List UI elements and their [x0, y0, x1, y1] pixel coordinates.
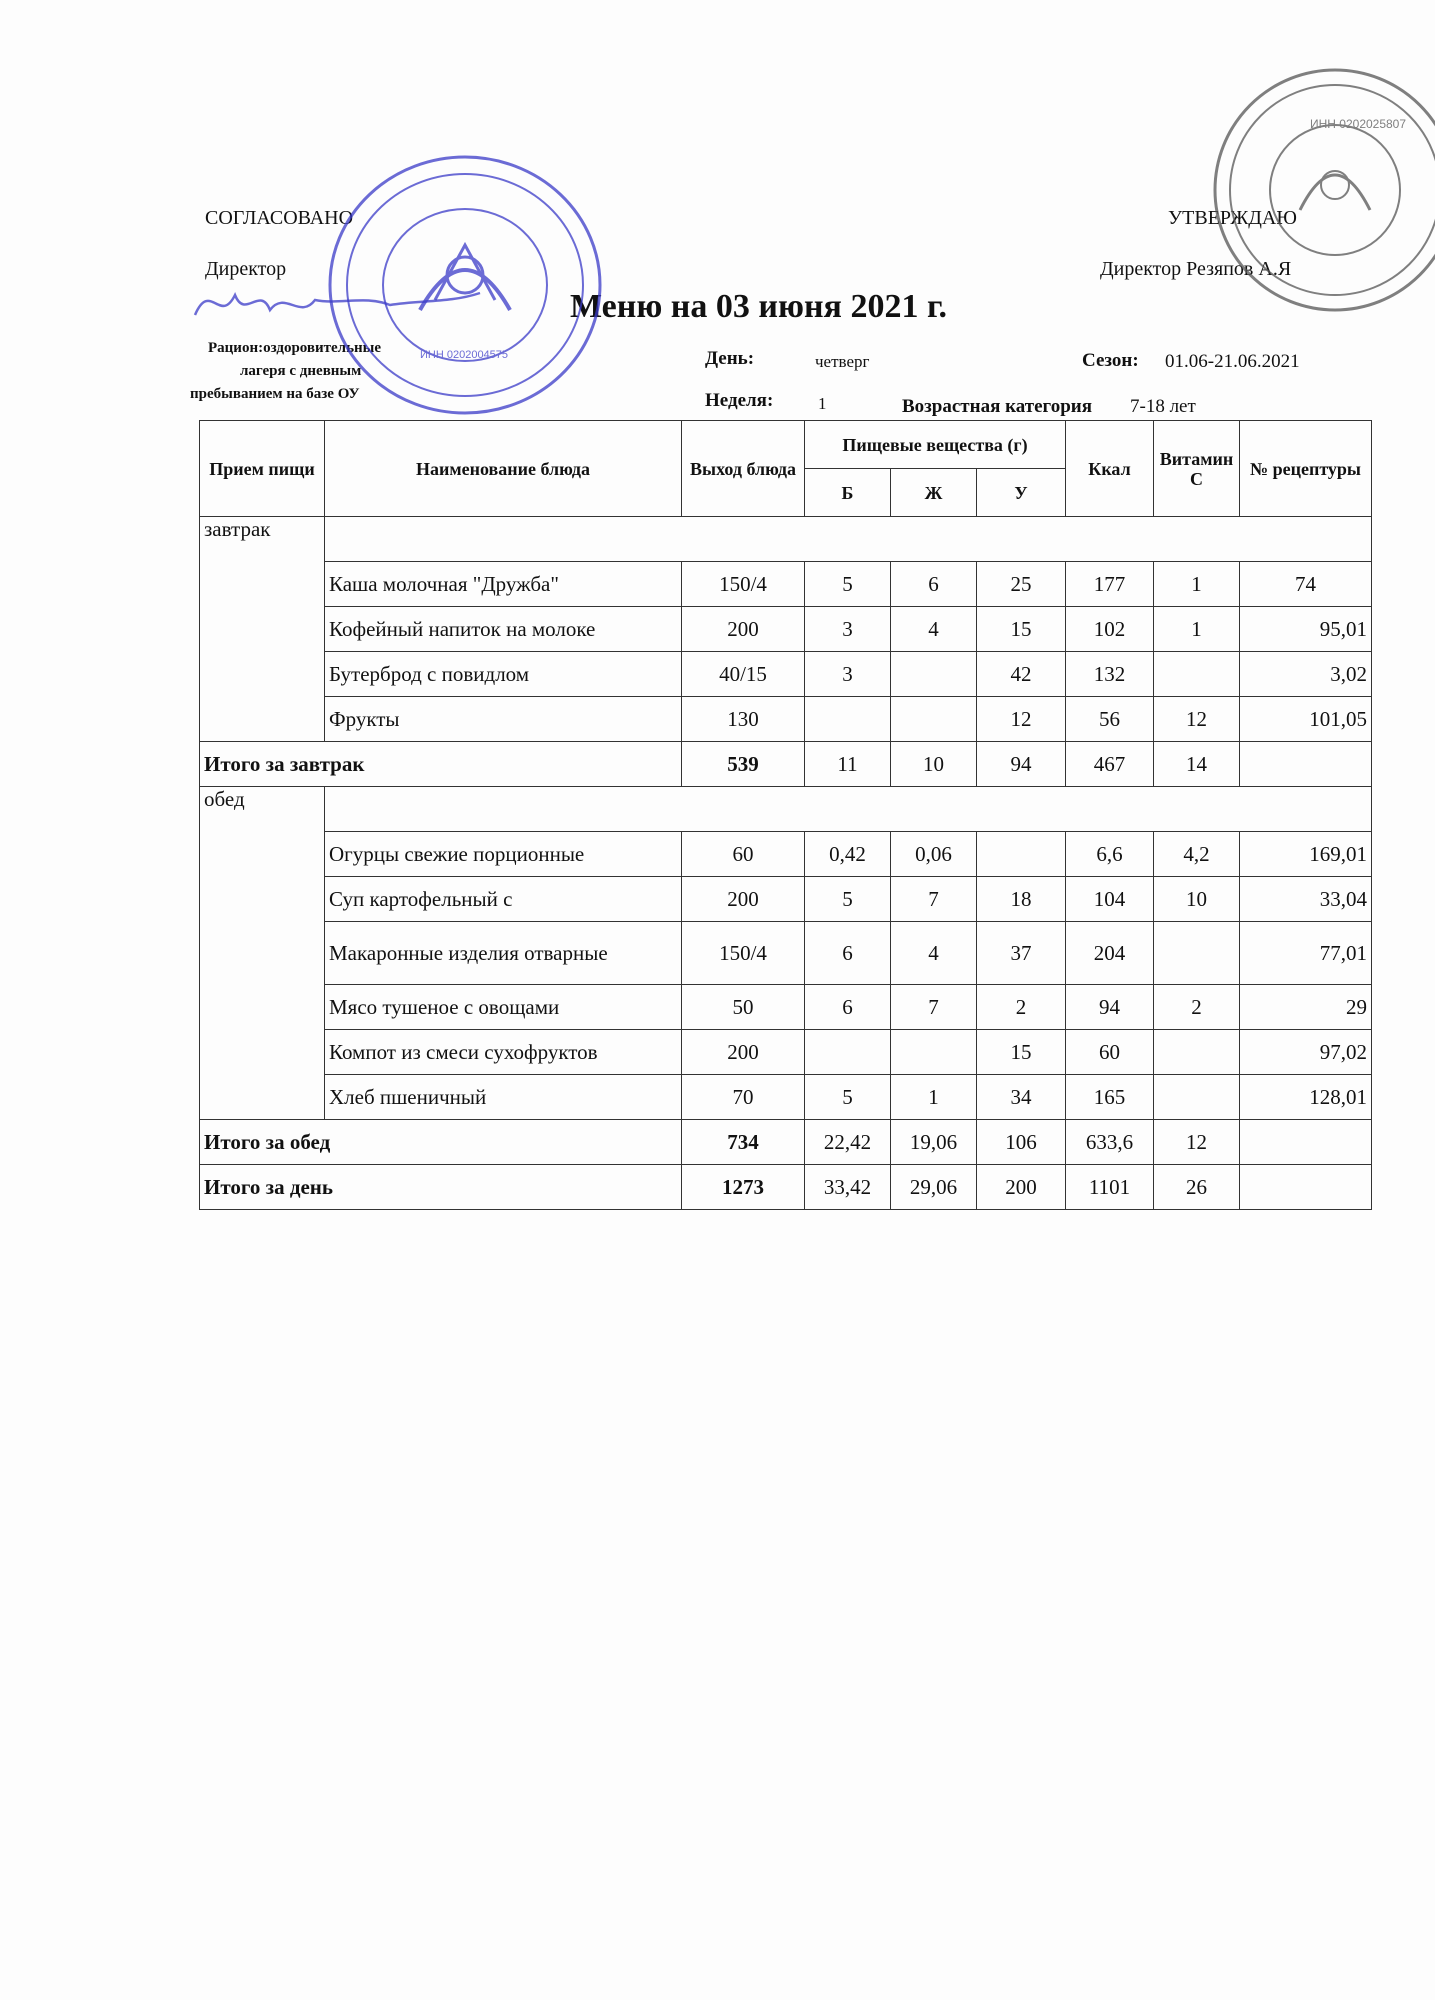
dish-kcal: 56 — [1066, 697, 1154, 742]
total-protein: 33,42 — [805, 1165, 891, 1210]
ration-line-3: пребыванием на базе ОУ — [190, 386, 360, 402]
dish-vitamin-c: 12 — [1154, 697, 1240, 742]
total-carbs: 94 — [977, 742, 1066, 787]
dish-vitamin-c — [1154, 922, 1240, 985]
dish-yield: 40/15 — [682, 652, 805, 697]
table-row — [200, 922, 1372, 985]
dish-yield: 130 — [682, 697, 805, 742]
total-vitamin-c: 14 — [1154, 742, 1240, 787]
dish-carbs: 25 — [977, 562, 1066, 607]
dish-carbs: 34 — [977, 1075, 1066, 1120]
dish-fat: 6 — [891, 562, 977, 607]
dish-protein: 6 — [805, 922, 891, 985]
dish-yield: 200 — [682, 1030, 805, 1075]
dish-name: Макаронные изделия отварные — [325, 922, 682, 985]
dish-name: Кофейный напиток на молоке — [325, 607, 682, 652]
table-row — [200, 877, 1372, 922]
dish-yield: 200 — [682, 877, 805, 922]
day-value: четверг — [815, 352, 870, 371]
header-nutrients: Пищевые вещества (г) — [805, 421, 1066, 469]
season-label: Сезон: — [1082, 350, 1139, 371]
dish-fat: 7 — [891, 985, 977, 1030]
total-label: Итого за завтрак — [200, 742, 682, 787]
dish-name: Каша молочная "Дружба" — [325, 562, 682, 607]
header-kcal: Ккал — [1066, 421, 1154, 517]
dish-protein: 5 — [805, 562, 891, 607]
dish-protein: 3 — [805, 652, 891, 697]
header-yield: Выход блюда — [682, 421, 805, 517]
dish-fat — [891, 697, 977, 742]
total-yield: 734 — [682, 1120, 805, 1165]
ration-label-text: Рацион: — [208, 340, 264, 356]
dish-fat — [891, 1030, 977, 1075]
dish-protein: 0,42 — [805, 832, 891, 877]
total-carbs: 106 — [977, 1120, 1066, 1165]
table-row — [200, 1075, 1372, 1120]
day-total-row — [200, 1165, 1372, 1210]
left-director-label: Директор — [205, 258, 287, 280]
table-row — [200, 985, 1372, 1030]
meal-breakfast: завтрак — [200, 517, 325, 742]
dish-recipe: 101,05 — [1240, 697, 1372, 742]
dish-vitamin-c — [1154, 652, 1240, 697]
season-value: 01.06-21.06.2021 — [1165, 351, 1300, 372]
menu-table — [199, 420, 1372, 1210]
dish-protein: 5 — [805, 1075, 891, 1120]
total-yield: 1273 — [682, 1165, 805, 1210]
dish-carbs: 18 — [977, 877, 1066, 922]
total-vitamin-c: 12 — [1154, 1120, 1240, 1165]
page-title: Меню на 03 июня 2021 г. — [570, 288, 948, 325]
dish-kcal: 132 — [1066, 652, 1154, 697]
dish-carbs: 37 — [977, 922, 1066, 985]
header-vitamin-c: Витамин С — [1154, 421, 1240, 517]
dish-name: Огурцы свежие порционные — [325, 832, 682, 877]
total-vitamin-c: 26 — [1154, 1165, 1240, 1210]
dish-recipe: 74 — [1240, 562, 1372, 607]
ration-line-2: лагеря с дневным — [240, 363, 362, 379]
dish-kcal: 94 — [1066, 985, 1154, 1030]
dish-carbs — [977, 832, 1066, 877]
table-row — [200, 607, 1372, 652]
table-row — [200, 1030, 1372, 1075]
table-row — [200, 832, 1372, 877]
week-label: Неделя: — [705, 390, 774, 411]
total-recipe — [1240, 1165, 1372, 1210]
right-director-label: Директор Резяпов А.Я — [1100, 258, 1292, 280]
dish-protein: 5 — [805, 877, 891, 922]
dish-recipe: 29 — [1240, 985, 1372, 1030]
dish-vitamin-c: 1 — [1154, 607, 1240, 652]
age-value: 7-18 лет — [1130, 396, 1196, 417]
dish-fat: 0,06 — [891, 832, 977, 877]
header-recipe: № рецептуры — [1240, 421, 1372, 517]
total-fat: 29,06 — [891, 1165, 977, 1210]
dish-kcal: 60 — [1066, 1030, 1154, 1075]
total-kcal: 467 — [1066, 742, 1154, 787]
table-row — [200, 562, 1372, 607]
dish-recipe: 33,04 — [1240, 877, 1372, 922]
dish-protein: 3 — [805, 607, 891, 652]
dish-kcal: 177 — [1066, 562, 1154, 607]
right-seal-inn: ИНН 0202025807 — [1310, 117, 1407, 131]
meal-lunch: обед — [200, 787, 325, 1120]
header-dish: Наименование блюда — [325, 421, 682, 517]
dish-vitamin-c: 4,2 — [1154, 832, 1240, 877]
dish-recipe: 3,02 — [1240, 652, 1372, 697]
dish-recipe: 128,01 — [1240, 1075, 1372, 1120]
total-fat: 19,06 — [891, 1120, 977, 1165]
dish-protein: 6 — [805, 985, 891, 1030]
total-kcal: 1101 — [1066, 1165, 1154, 1210]
dish-recipe: 97,02 — [1240, 1030, 1372, 1075]
total-yield: 539 — [682, 742, 805, 787]
dish-vitamin-c — [1154, 1030, 1240, 1075]
dish-vitamin-c: 1 — [1154, 562, 1240, 607]
left-seal-inn: ИНН 0202004575 — [420, 349, 509, 361]
breakfast-spacer — [325, 517, 1372, 562]
lunch-spacer — [325, 787, 1372, 832]
dish-fat: 4 — [891, 922, 977, 985]
total-kcal: 633,6 — [1066, 1120, 1154, 1165]
dish-recipe: 169,01 — [1240, 832, 1372, 877]
dish-vitamin-c — [1154, 1075, 1240, 1120]
breakfast-total-row — [200, 742, 1372, 787]
dish-name: Суп картофельный с — [325, 877, 682, 922]
total-protein: 11 — [805, 742, 891, 787]
dish-fat: 1 — [891, 1075, 977, 1120]
dish-carbs: 12 — [977, 697, 1066, 742]
dish-fat — [891, 652, 977, 697]
day-label: День: — [705, 348, 755, 369]
week-value: 1 — [818, 394, 827, 413]
dish-protein — [805, 697, 891, 742]
header-carbs: У — [977, 469, 1066, 517]
dish-kcal: 165 — [1066, 1075, 1154, 1120]
dish-yield: 60 — [682, 832, 805, 877]
dish-yield: 200 — [682, 607, 805, 652]
total-fat: 10 — [891, 742, 977, 787]
dish-name: Хлеб пшеничный — [325, 1075, 682, 1120]
dish-vitamin-c: 10 — [1154, 877, 1240, 922]
dish-protein — [805, 1030, 891, 1075]
dish-fat: 7 — [891, 877, 977, 922]
agreed-label: СОГЛАСОВАНО — [205, 207, 354, 229]
age-label: Возрастная категория — [902, 396, 1092, 417]
total-carbs: 200 — [977, 1165, 1066, 1210]
total-recipe — [1240, 1120, 1372, 1165]
right-seal-icon — [1210, 60, 1435, 320]
dish-name: Бутерброд с повидлом — [325, 652, 682, 697]
signature-icon — [190, 275, 490, 335]
total-label: Итого за день — [200, 1165, 682, 1210]
dish-fat: 4 — [891, 607, 977, 652]
dish-yield: 50 — [682, 985, 805, 1030]
dish-kcal: 102 — [1066, 607, 1154, 652]
lunch-total-row — [200, 1120, 1372, 1165]
dish-recipe: 95,01 — [1240, 607, 1372, 652]
dish-name: Мясо тушеное с овощами — [325, 985, 682, 1030]
header-meal: Прием пищи — [200, 421, 325, 517]
total-recipe — [1240, 742, 1372, 787]
dish-carbs: 42 — [977, 652, 1066, 697]
dish-carbs: 15 — [977, 607, 1066, 652]
dish-yield: 70 — [682, 1075, 805, 1120]
dish-name: Компот из смеси сухофруктов — [325, 1030, 682, 1075]
dish-carbs: 2 — [977, 985, 1066, 1030]
header-protein: Б — [805, 469, 891, 517]
approved-label: УТВЕРЖДАЮ — [1168, 207, 1297, 229]
dish-name: Фрукты — [325, 697, 682, 742]
header-fat: Ж — [891, 469, 977, 517]
dish-kcal: 204 — [1066, 922, 1154, 985]
dish-carbs: 15 — [977, 1030, 1066, 1075]
ration-line-1: оздоровительные — [263, 340, 382, 356]
dish-kcal: 104 — [1066, 877, 1154, 922]
dish-recipe: 77,01 — [1240, 922, 1372, 985]
dish-yield: 150/4 — [682, 562, 805, 607]
dish-yield: 150/4 — [682, 922, 805, 985]
total-protein: 22,42 — [805, 1120, 891, 1165]
dish-kcal: 6,6 — [1066, 832, 1154, 877]
table-row — [200, 697, 1372, 742]
dish-vitamin-c: 2 — [1154, 985, 1240, 1030]
total-label: Итого за обед — [200, 1120, 682, 1165]
table-row — [200, 652, 1372, 697]
